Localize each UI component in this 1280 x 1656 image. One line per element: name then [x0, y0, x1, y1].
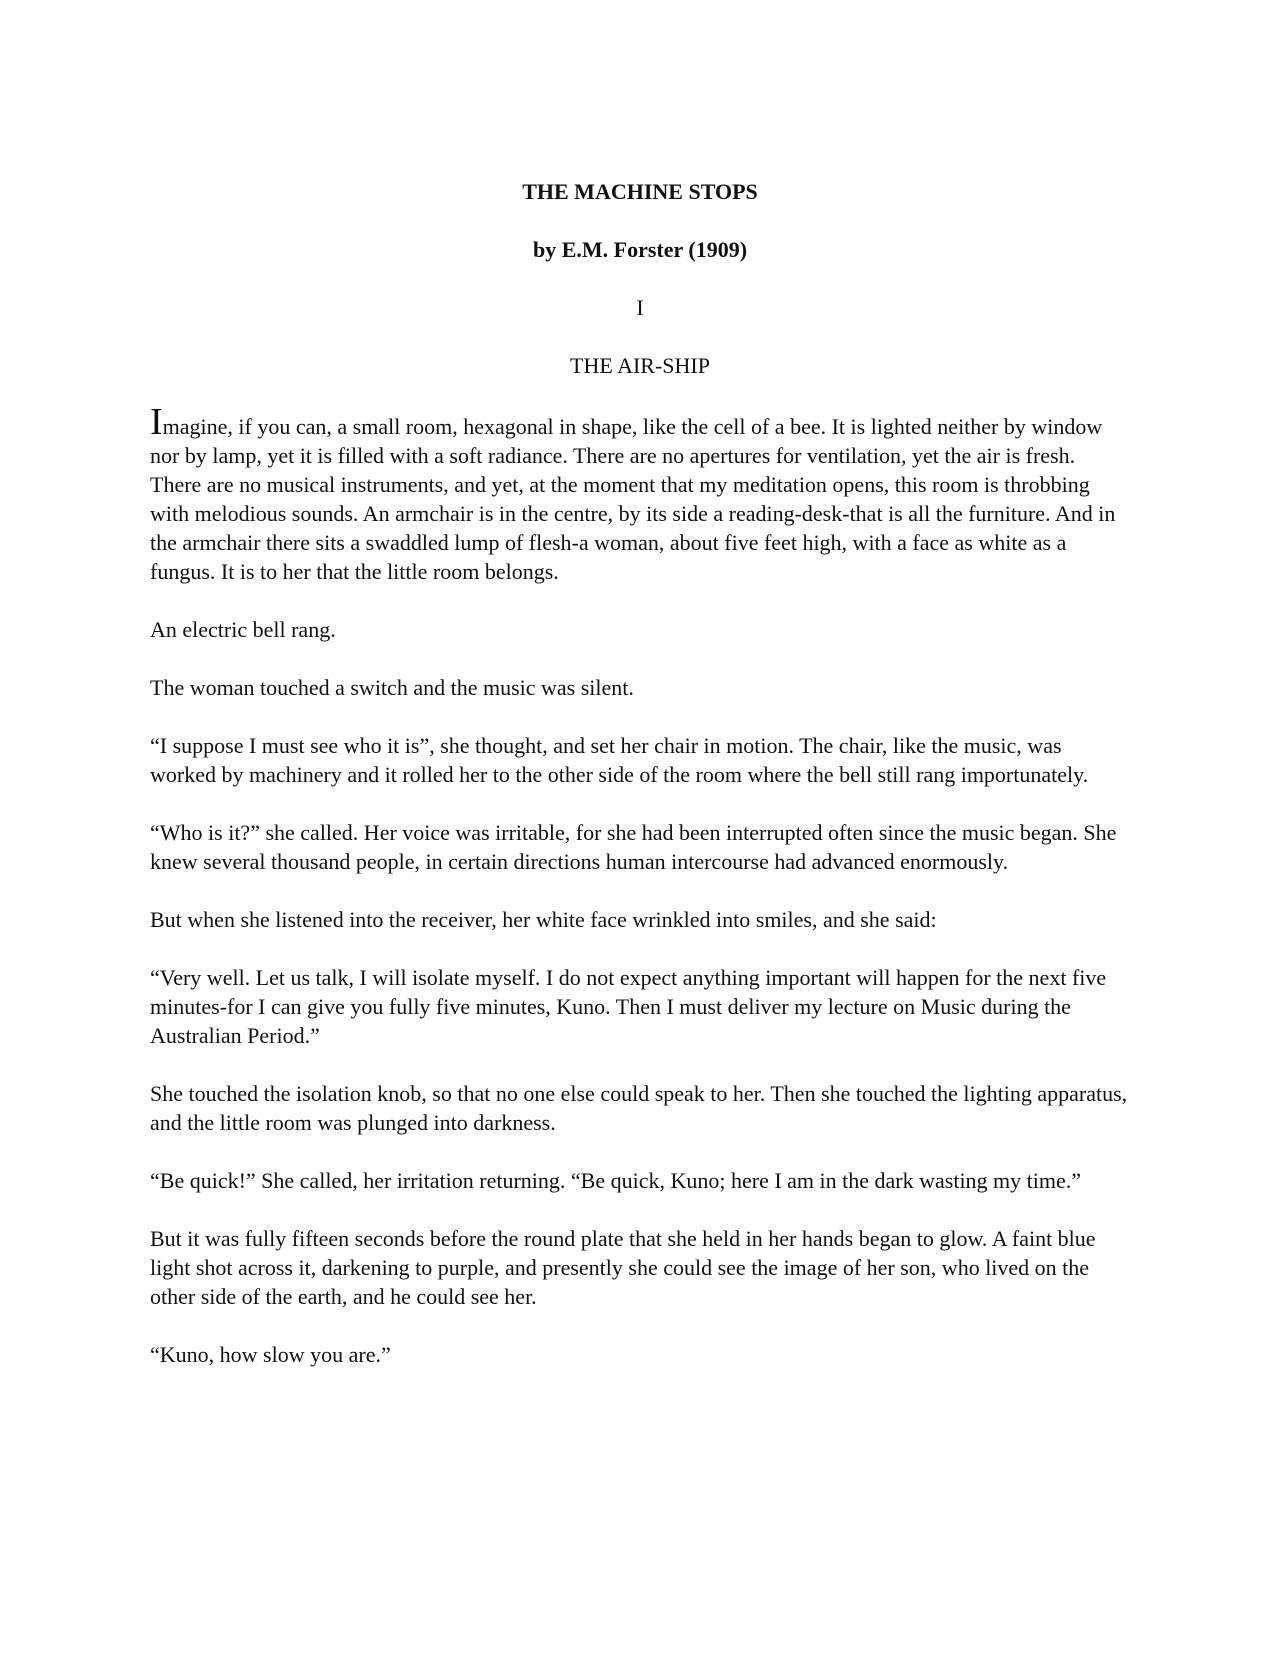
chapter-title: THE AIR-SHIP — [570, 353, 710, 378]
drop-cap: I — [150, 401, 163, 443]
chapter-number: I — [636, 295, 644, 320]
paragraph-1 — [150, 401, 1130, 586]
paragraph: But it was fully fifteen seconds before the round plate that she held in her hands began to glow. A faint blue light shot across it, darkening to purple, and presently she could see the image of her son, who lived on the other side of the earth, and he could see her. — [150, 1226, 1096, 1309]
author-line: by E.M. Forster (1909) — [532, 237, 748, 262]
paragraph: She touched the isolation knob, so that no one else could speak to her. Then she touched the lighting apparatus, and the little room was plunged into darkness. — [150, 1081, 1128, 1135]
paragraph: An electric bell rang. — [150, 617, 336, 642]
paragraph: But when she listened into the receiver, her white face wrinkled into smiles, and she said: — [150, 907, 937, 932]
document-page — [150, 178, 1130, 1398]
paragraph: “Kuno, how slow you are.” — [150, 1342, 391, 1367]
paragraph-1-text: magine, if you can, a small room, hexagonal in shape, like the cell of a bee. It is lighted neither by window nor by lamp, yet it is filled with a soft radiance. There are no apertures for ventilation, yet the air is fresh. There are no musical instruments, and yet, at the moment that my meditation opens, this room is throbbing with melodious sounds. An armchair is in the centre, by its side a reading-desk-that is all the furniture. And in the armchair there sits a swaddled lump of flesh-a woman, about five feet high, with a face as white as a fungus. It is to her that the little room belongs. — [150, 414, 1116, 584]
document-title: THE MACHINE STOPS — [522, 179, 758, 204]
paragraph: The woman touched a switch and the music was silent. — [150, 675, 634, 700]
paragraph: “Be quick!” She called, her irritation returning. “Be quick, Kuno; here I am in the dark wasting my time.” — [150, 1168, 1082, 1193]
paragraph: “Who is it?” she called. Her voice was irritable, for she had been interrupted often since the music began. She knew several thousand people, in certain directions human intercourse had advanced enormously. — [150, 820, 1117, 874]
paragraph: “I suppose I must see who it is”, she thought, and set her chair in motion. The chair, like the music, was worked by machinery and it rolled her to the other side of the room where the bell still rang importunately. — [150, 733, 1089, 787]
paragraph: “Very well. Let us talk, I will isolate myself. I do not expect anything important will happen for the next five minutes-for I can give you fully five minutes, Kuno. Then I must deliver my lecture on Music during the Australian Period.” — [150, 965, 1107, 1048]
